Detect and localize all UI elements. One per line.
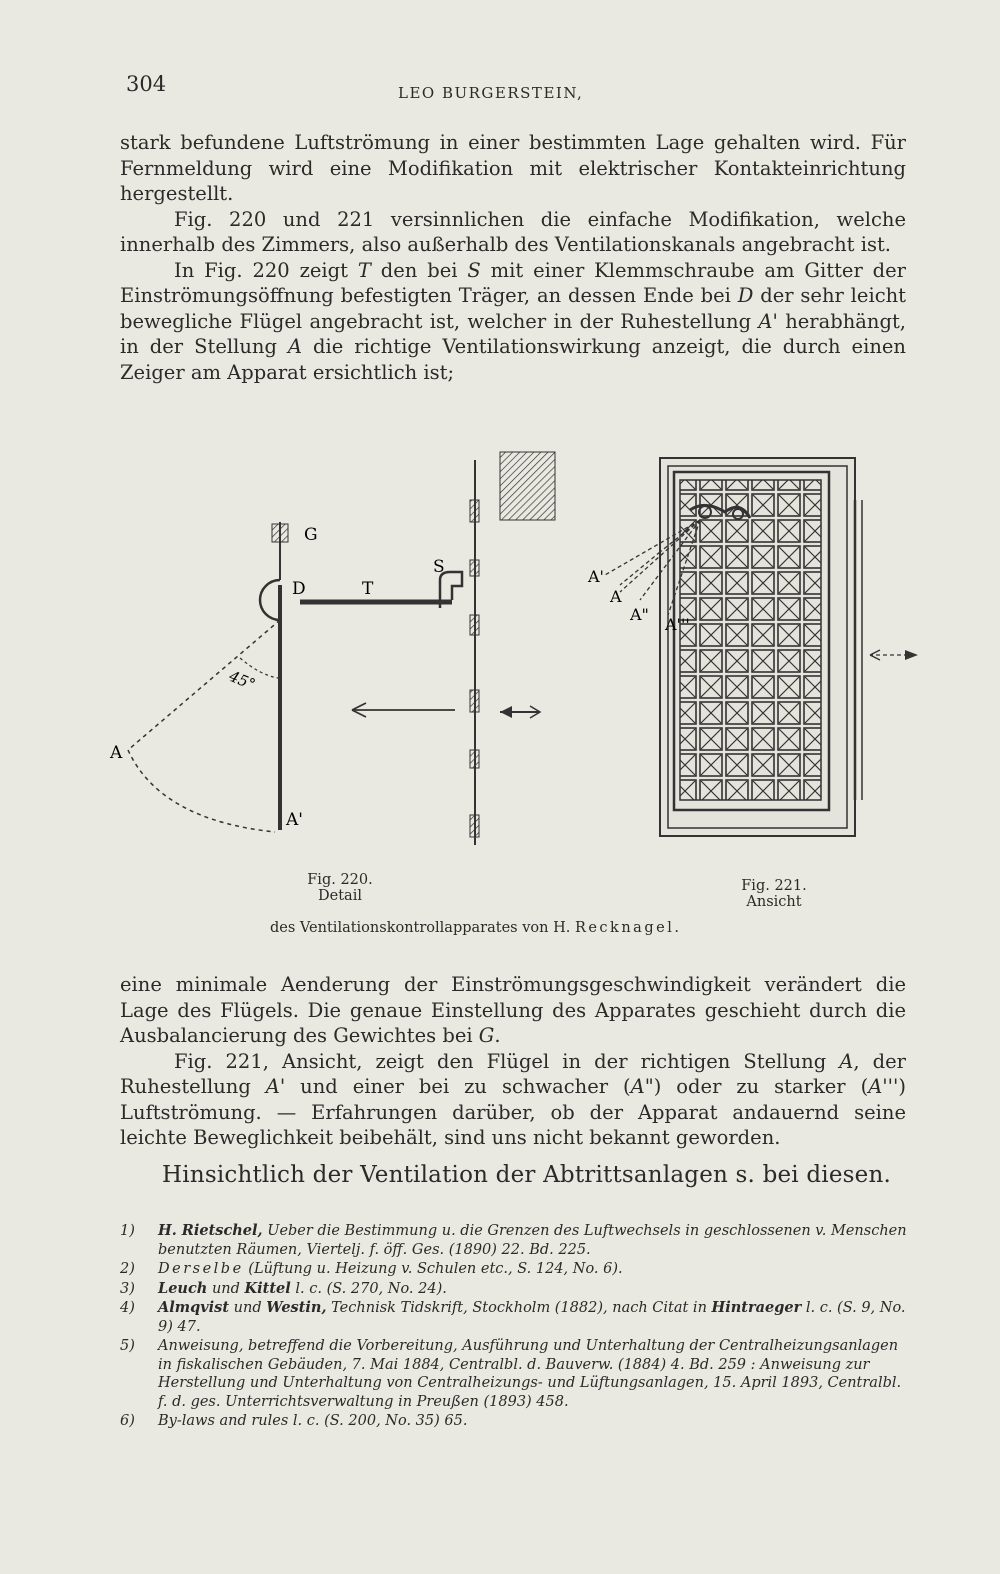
caption-fig-220: Fig. 220. Detail xyxy=(307,872,373,904)
label-A2-221: A" xyxy=(630,605,649,624)
caption-common: des Ventilationskontrollapparates von H. Recknagel. xyxy=(270,920,682,936)
bottom-text-block xyxy=(120,972,906,1151)
paragraph-3: In Fig. 220 zeigt T den bei S mit einer Klemmschraube am Gitter der Einströmungsöffnung befestigten Träger, an dessen Ende bei D der sehr leicht bewegliche Flügel angebracht ist, welcher in der Ruhestellung A' herabhängt, in der Stellung A die richtige Ventilationswirkung anzeigt, die durch einen Zeiger am Apparat ersichtlich ist; xyxy=(120,258,907,384)
fig-220-drawing xyxy=(109,452,555,845)
page-number: 304 xyxy=(126,72,167,96)
label-G: G xyxy=(304,525,318,545)
footnote-3: 3) Leuch und Kittel l. c. (S. 270, No. 24). xyxy=(120,1279,447,1297)
label-A3-221: A''' xyxy=(665,615,690,634)
footnote-2: 2) Derselbe (Lüftung u. Heizung v. Schulen etc., S. 124, No. 6). xyxy=(120,1261,623,1277)
footnote-5: 5) Anweisung, betreffend die Vorbereitung, Ausführung und Unterhaltung der Centralheizungsanlagen in fiskalischen Gebäuden, 7. Mai 1884, Centralbl. d. Bauverw. (1884) 4. Bd. 259 : Anweisung zur Herstellung und Unterhaltung von Centralheizungs- und Lüftungsanlagen, 15. April 1893, Centralbl. f. d. ges. Unterrichtsverwaltung in Preußen (1893) 458. xyxy=(120,1338,902,1410)
top-text-block xyxy=(120,130,906,385)
label-A-220: A xyxy=(110,743,123,763)
label-S: S xyxy=(433,557,445,577)
label-angle: 45° xyxy=(226,667,258,694)
label-A-221: A xyxy=(610,587,622,606)
caption-fig-221: Fig. 221. Ansicht xyxy=(741,878,807,910)
label-A1-221: A' xyxy=(588,567,604,586)
label-D: D xyxy=(292,579,306,599)
figure-220-221 xyxy=(100,440,920,960)
label-A1-220: A' xyxy=(286,810,303,830)
footnote-1: 1) H. Rietschel, Ueber die Bestimmung u. die Grenzen des Luftwechsels in geschlossenen v. Menschen benutzten Räumen, Viertelj. f. öff. Ges. (1890) 22. Bd. 225. xyxy=(120,1222,907,1258)
footnote-4: 4) Almqvist und Westin, Technisk Tidskrift, Stockholm (1882), nach Citat in Hintraeger l. c. (S. 9, No. 9) 47. xyxy=(120,1299,906,1335)
footnote-6: 6) By-laws and rules l. c. (S. 200, No. 35) 65. xyxy=(120,1413,468,1429)
paragraph-1: stark befundene Luftströmung in einer bestimmten Lage gehalten wird. Für Fernmeldung wird eine Modifikation mit elektrischer Kontakteinrichtung hergestellt. xyxy=(120,131,906,205)
paragraph-5: Fig. 221, Ansicht, zeigt den Flügel in der richtigen Stellung A, der Ruhestellung A' und einer bei zu schwacher (A") oder zu starker (A''') Luftströmung. — Erfahrungen darüber, ob der Apparat andauernd seine leichte Beweglichkeit beibehält, sind uns nicht bekannt geworden. xyxy=(120,1049,906,1149)
label-T: T xyxy=(362,579,374,599)
paragraph-4: eine minimale Aenderung der Einströmungsgeschwindigkeit verändert die Lage des Flügels. Die genaue Einstellung des Apparates geschieht durch die Ausbalancierung des Gewichtes bei G. xyxy=(120,973,906,1047)
section-heading: Hinsichtlich der Ventilation der Abtrittsanlagen s. bei diesen. xyxy=(162,1162,892,1188)
fig-221-drawing xyxy=(587,458,918,836)
paragraph-2: Fig. 220 und 221 versinnlichen die einfache Modifikation, welche innerhalb des Zimmers, also außerhalb des Ventilationskanals angebracht ist. xyxy=(120,207,906,256)
footnotes xyxy=(120,1222,910,1432)
running-title: LEO BURGERSTEIN, xyxy=(398,84,584,102)
